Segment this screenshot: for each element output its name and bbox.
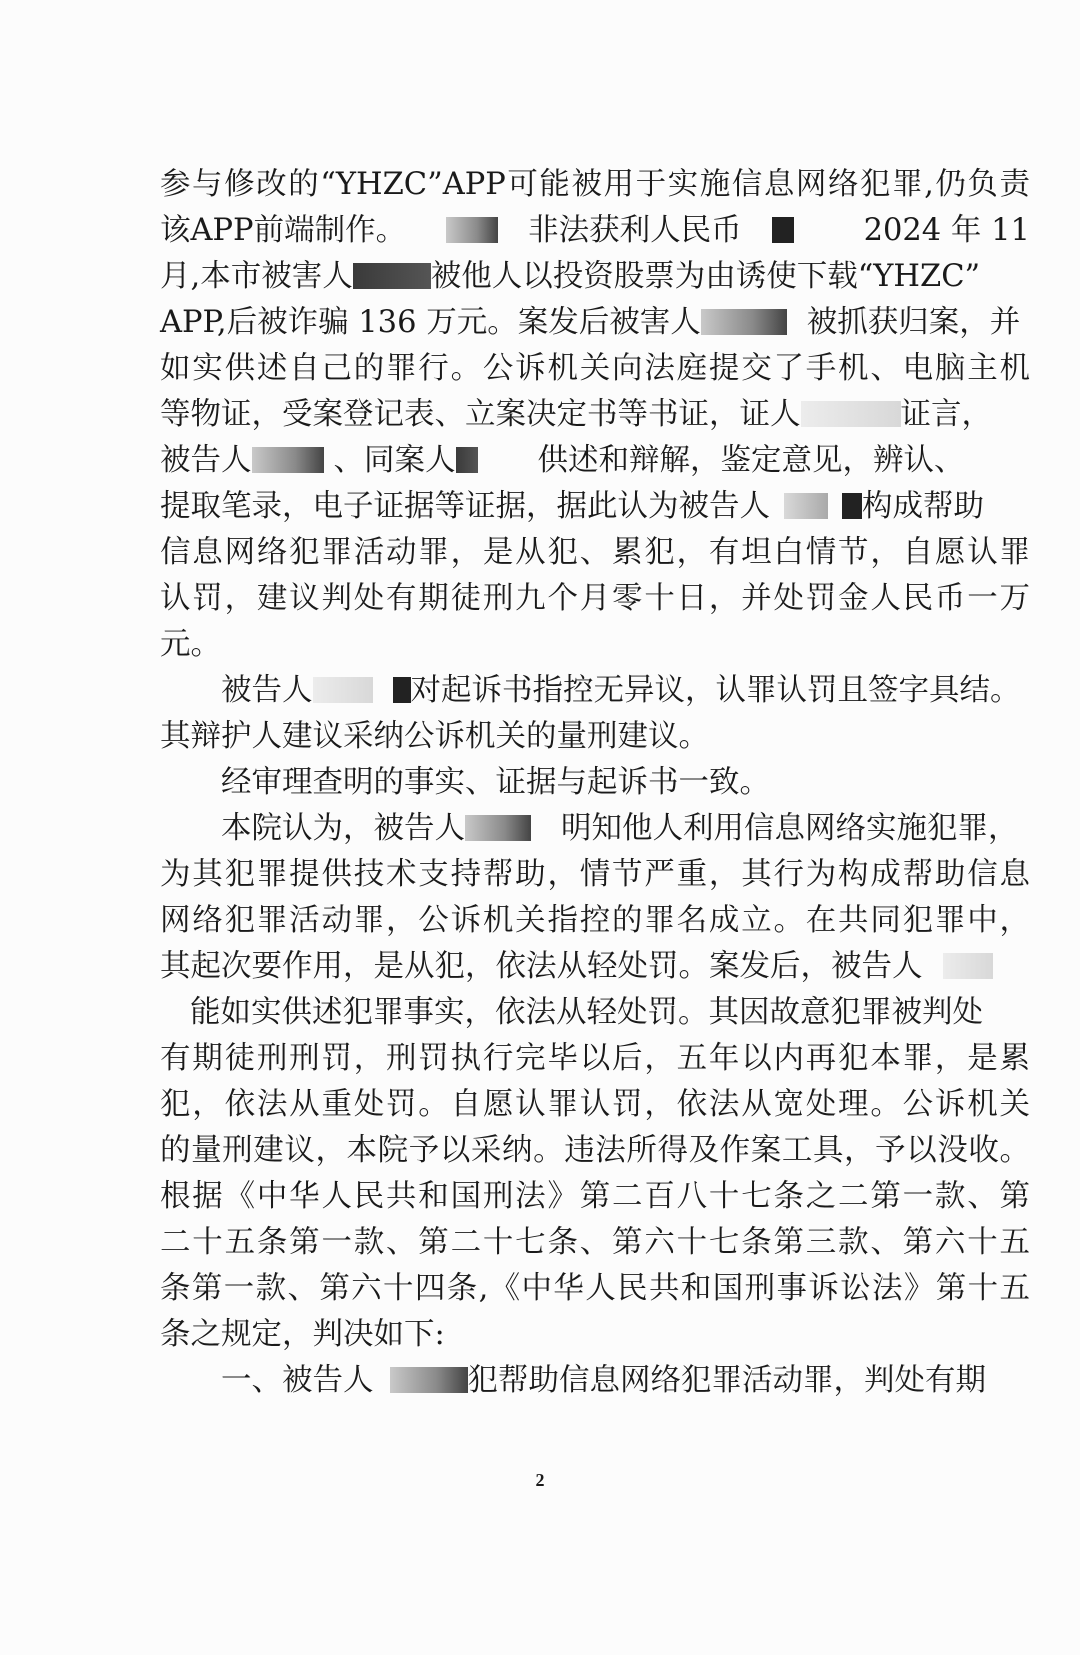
redaction-mark bbox=[943, 953, 993, 979]
redaction-mark bbox=[842, 493, 862, 519]
text-line: 根据《中华人民共和国刑法》第二百八十七条之二第一款、第 bbox=[160, 1179, 1030, 1214]
text-line: 元。 bbox=[160, 627, 221, 662]
text-line: 一、被告人 犯帮助信息网络犯罪活动罪，判处有期 bbox=[221, 1363, 986, 1398]
text-line: 参与修改的“YHZC”APP可能被用于实施信息网络犯罪,仍负责 bbox=[160, 167, 1030, 202]
redaction-mark bbox=[393, 677, 411, 703]
redaction-mark bbox=[313, 677, 373, 703]
text-line: 被告人 对起诉书指控无异议，认罪认罚且签字具结。 bbox=[221, 673, 1021, 708]
text-line: 犯，依法从重处罚。自愿认罪认罚，依法从宽处理。公诉机关 bbox=[160, 1087, 1030, 1122]
redaction-mark bbox=[701, 309, 787, 335]
redaction-mark bbox=[772, 217, 794, 243]
redaction-mark bbox=[456, 447, 478, 473]
redaction-mark bbox=[465, 815, 531, 841]
text-line: 能如实供述犯罪事实，依法从轻处罚。其因故意犯罪被判处 bbox=[190, 995, 983, 1030]
text-line: 有期徒刑刑罚，刑罚执行完毕以后，五年以内再犯本罪，是累 bbox=[160, 1041, 1030, 1076]
text-line: 二十五条第一款、第二十七条、第六十七条第三款、第六十五 bbox=[160, 1225, 1030, 1260]
text-line: 为其犯罪提供技术支持帮助，情节严重，其行为构成帮助信息 bbox=[160, 857, 1030, 892]
text-line: 如实供述自己的罪行。公诉机关向法庭提交了手机、电脑主机 bbox=[160, 351, 1030, 386]
redaction-mark bbox=[784, 493, 828, 519]
text-line: 认罚，建议判处有期徒刑九个月零十日，并处罚金人民币一万 bbox=[160, 581, 1030, 616]
text-line: 网络犯罪活动罪，公诉机关指控的罪名成立。在共同犯罪中， bbox=[160, 903, 1030, 938]
text-line: 提取笔录，电子证据等证据，据此认为被告人 构成帮助 bbox=[160, 489, 984, 524]
text-line: 信息网络犯罪活动罪，是从犯、累犯，有坦白情节，自愿认罪 bbox=[160, 535, 1030, 570]
text-line: 本院认为，被告人 明知他人利用信息网络实施犯罪， bbox=[221, 811, 1019, 846]
text-line: 月,本市被害人 被他人以投资股票为由诱使下载“YHZC” bbox=[160, 259, 981, 294]
redaction-mark bbox=[390, 1367, 468, 1393]
redaction-mark bbox=[801, 401, 901, 427]
text-line: 其辩护人建议采纳公诉机关的量刑建议。 bbox=[160, 719, 709, 754]
text-line: 的量刑建议，本院予以采纳。违法所得及作案工具，予以没收。 bbox=[160, 1133, 1030, 1168]
text-line: 该APP前端制作。 非法获利人民币 2024 年 11 bbox=[160, 213, 1030, 248]
redaction-mark bbox=[446, 217, 498, 243]
text-line: 其起次要作用，是从犯，依法从轻处罚。案发后，被告人 bbox=[160, 944, 1030, 990]
text-line: 被告人 、同案人 供述和辩解，鉴定意见，辨认、 bbox=[160, 443, 965, 478]
text-line: 等物证，受案登记表、立案决定书等书证，证人 证言， bbox=[160, 397, 992, 432]
text-line: 经审理查明的事实、证据与起诉书一致。 bbox=[221, 765, 770, 800]
page-number: 2 bbox=[535, 1470, 545, 1490]
redaction-mark bbox=[353, 263, 431, 289]
text-line: 条第一款、第六十四条,《中华人民共和国刑事诉讼法》第十五 bbox=[160, 1271, 1030, 1306]
text-line: 条之规定，判决如下: bbox=[160, 1317, 445, 1352]
text-line: APP,后被诈骗 136 万元。案发后被害人 被抓获归案，并 bbox=[160, 305, 1021, 340]
redaction-mark bbox=[252, 447, 324, 473]
